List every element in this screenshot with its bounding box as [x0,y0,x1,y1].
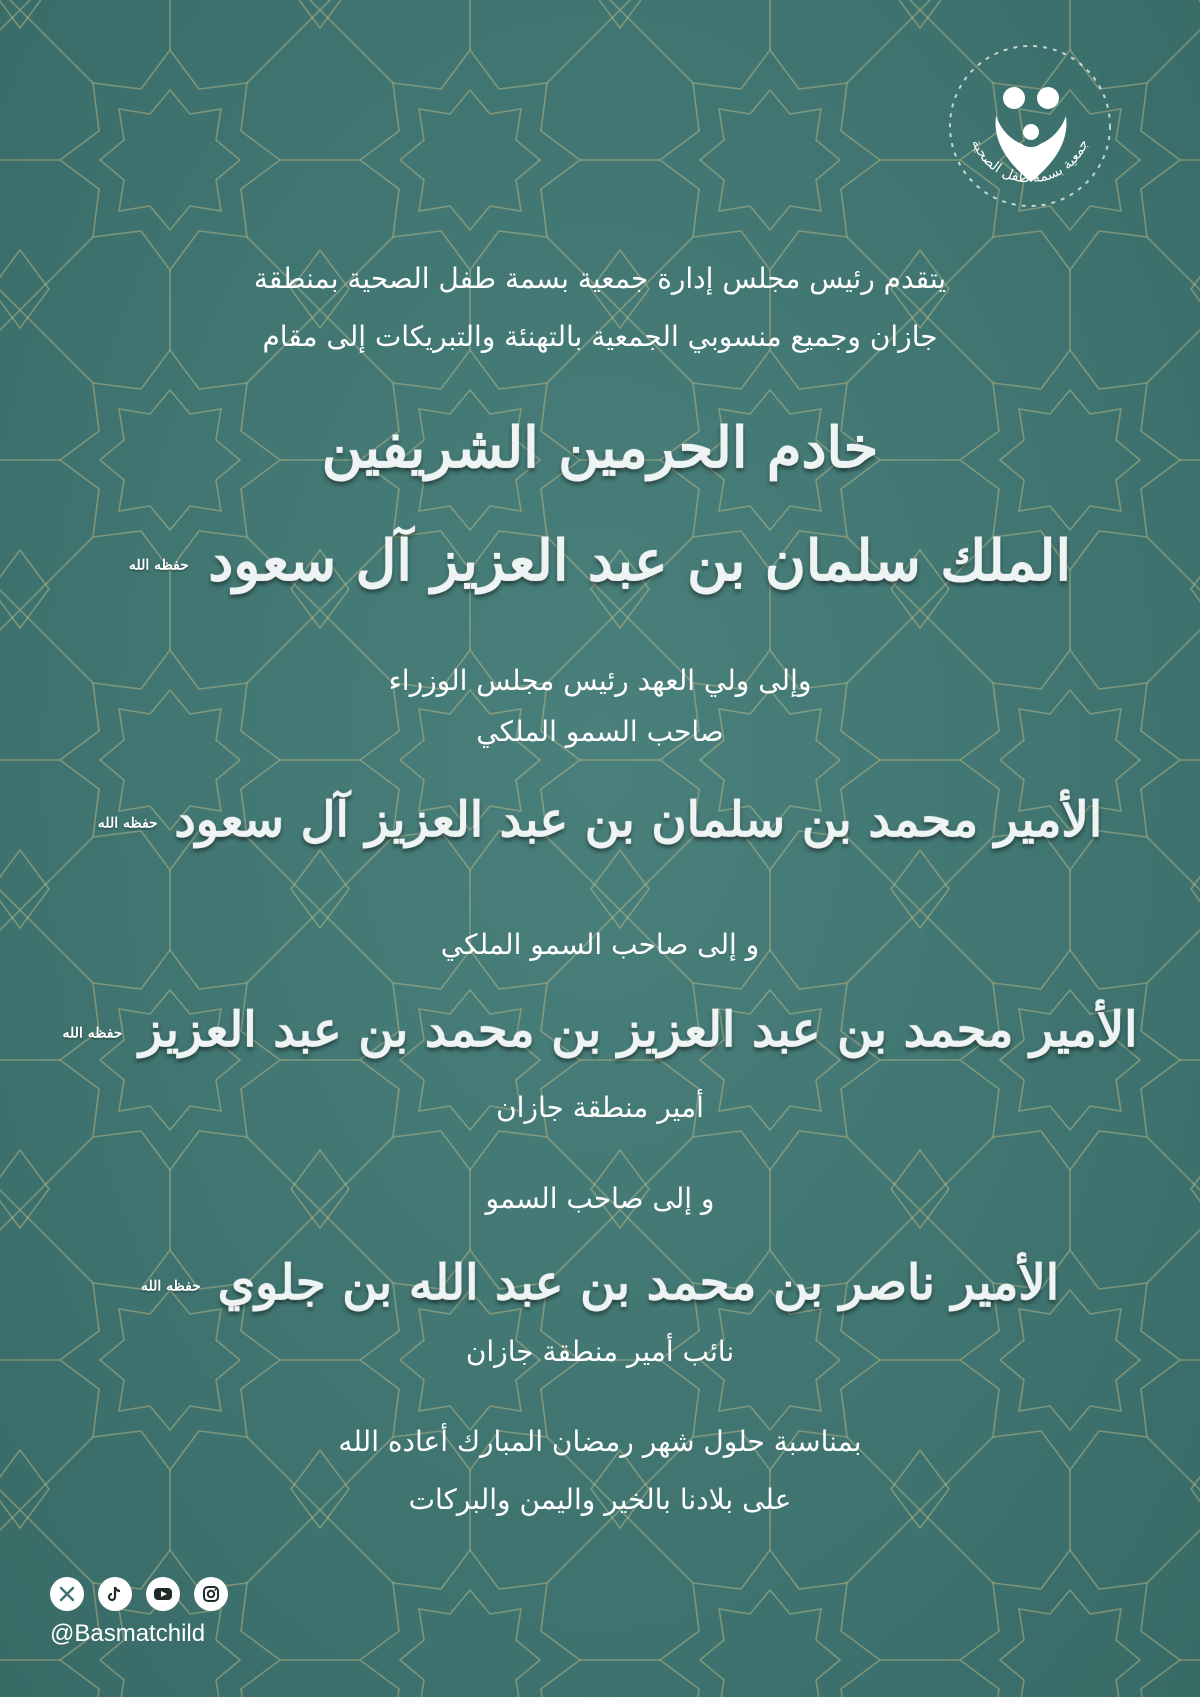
king-honorific: حفظه الله [128,557,189,574]
governor-honorific: حفظه الله [62,1025,123,1042]
deputy-name: الأمير ناصر بن محمد بن عبد الله بن جلوي [217,1255,1060,1311]
crown-prince-intro-2: صاحب السمو الملكي [476,715,724,748]
crown-prince-intro-1: وإلى ولي العهد رئيس مجلس الوزراء [388,664,812,697]
crown-prince-honorific: حفظه الله [97,815,158,832]
king-name-row [0,528,1200,594]
social-links [50,1577,250,1613]
deputy-role: نائب أمير منطقة جازان [465,1335,735,1368]
tiktok-icon[interactable] [98,1577,132,1611]
crown-prince-name-row [0,792,1200,848]
intro-line-1: يتقدم رئيس مجلس إدارة جمعية بسمة طفل الصحية بمنطقة [253,262,947,295]
social-handle[interactable]: @Basmatchild [50,1620,206,1647]
deputy-name-row [0,1255,1200,1311]
king-name: الملك سلمان بن عبد العزيز آل سعود [208,528,1072,594]
closing-line-2: على بلادنا بالخير واليمن والبركات [408,1483,792,1516]
x-icon[interactable] [50,1577,84,1611]
deputy-honorific: حفظه الله [140,1278,201,1295]
logo-ring-text: جمعية بسمة طفل الصحية [968,137,1092,187]
governor-intro: و إلى صاحب السمو الملكي [440,928,760,961]
deputy-intro: و إلى صاحب السمو [485,1182,715,1215]
intro-line-2: جازان وجميع منسوبي الجمعية بالتهنئة والتبريكات إلى مقام [262,320,938,353]
governor-role: أمير منطقة جازان [496,1091,704,1124]
closing-line-1: بمناسبة حلول شهر رمضان المبارك أعاده الله [338,1425,862,1458]
youtube-icon[interactable] [146,1577,180,1611]
crown-prince-name: الأمير محمد بن سلمان بن عبد العزيز آل سعود [174,792,1103,848]
governor-name-row [0,1002,1200,1058]
governor-name: الأمير محمد بن عبد العزيز بن محمد بن عبد العزيز [139,1002,1138,1058]
instagram-icon[interactable] [194,1577,228,1611]
king-title: خادم الحرمين الشريفين [321,415,879,481]
